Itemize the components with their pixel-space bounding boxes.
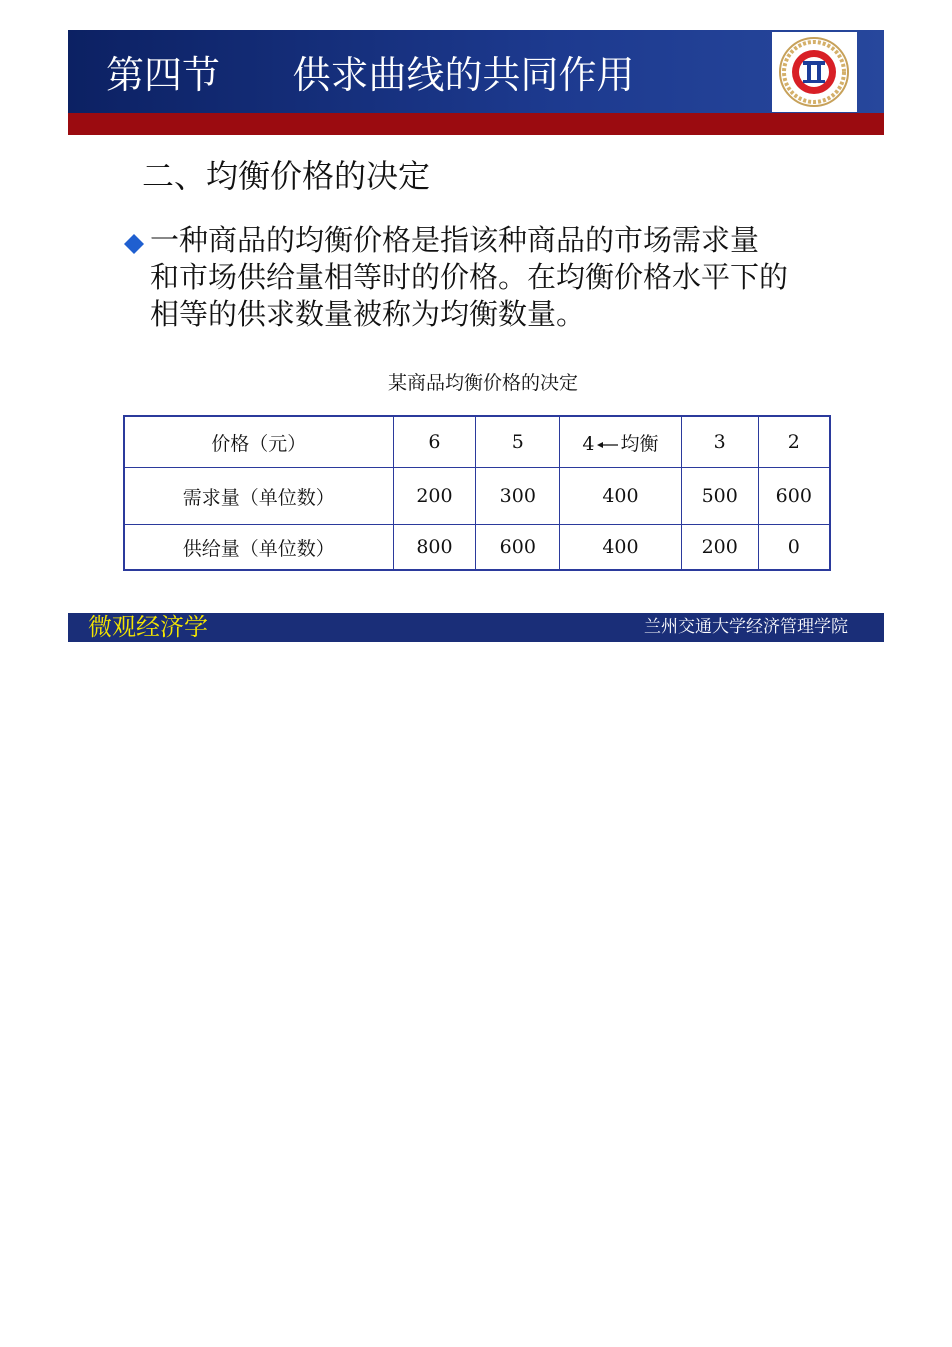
paragraph-line: 相等的供求数量被称为均衡数量。 [150,297,586,331]
table-cell: 500 [681,468,758,525]
definition-paragraph [150,222,860,333]
table-cell: 600 [758,468,830,525]
table-cell: 200 [681,525,758,571]
paragraph-line: 和市场供给量相等时的价格。在均衡价格水平下的 [150,260,789,294]
table-cell: 600 [476,525,560,571]
slide-header [68,30,884,113]
logo-container [772,32,857,112]
table-cell: 300 [476,468,560,525]
paragraph-line: 一种商品的均衡价格是指该种商品的市场需求量 [150,223,760,257]
institution-name: 兰州交通大学经济管理学院 [644,617,848,637]
table-cell: 400 [560,468,682,525]
table-cell: 400 [560,525,682,571]
header-red-stripe [68,113,884,135]
left-arrow-icon [597,440,619,450]
table-cell: 2 [758,416,830,468]
table-cell: 800 [393,525,476,571]
table-cell: 5 [476,416,560,468]
table-caption: 某商品均衡价格的决定 [388,372,579,394]
slide-title: 第四节 供求曲线的共同作用 [106,53,635,97]
table-cell-value: 4 [582,432,595,455]
section-heading: 二、均衡价格的决定 [142,157,431,195]
table-cell: 6 [393,416,476,468]
row-label: 需求量（单位数） [124,468,393,525]
blue-diamond-icon [124,234,144,254]
equilibrium-table [123,415,831,571]
table-cell: 3 [681,416,758,468]
table-row-supply [124,525,830,571]
table-cell: 0 [758,525,830,571]
table-row-price [124,416,830,468]
equilibrium-cell [560,416,682,468]
equilibrium-label: 均衡 [620,432,659,455]
university-seal-icon [772,32,857,112]
slide-footer [68,613,884,642]
row-label: 价格（元） [124,416,393,468]
course-name: 微观经济学 [88,613,208,641]
table-row-demand [124,468,830,525]
table-cell: 200 [393,468,476,525]
row-label: 供给量（单位数） [124,525,393,571]
